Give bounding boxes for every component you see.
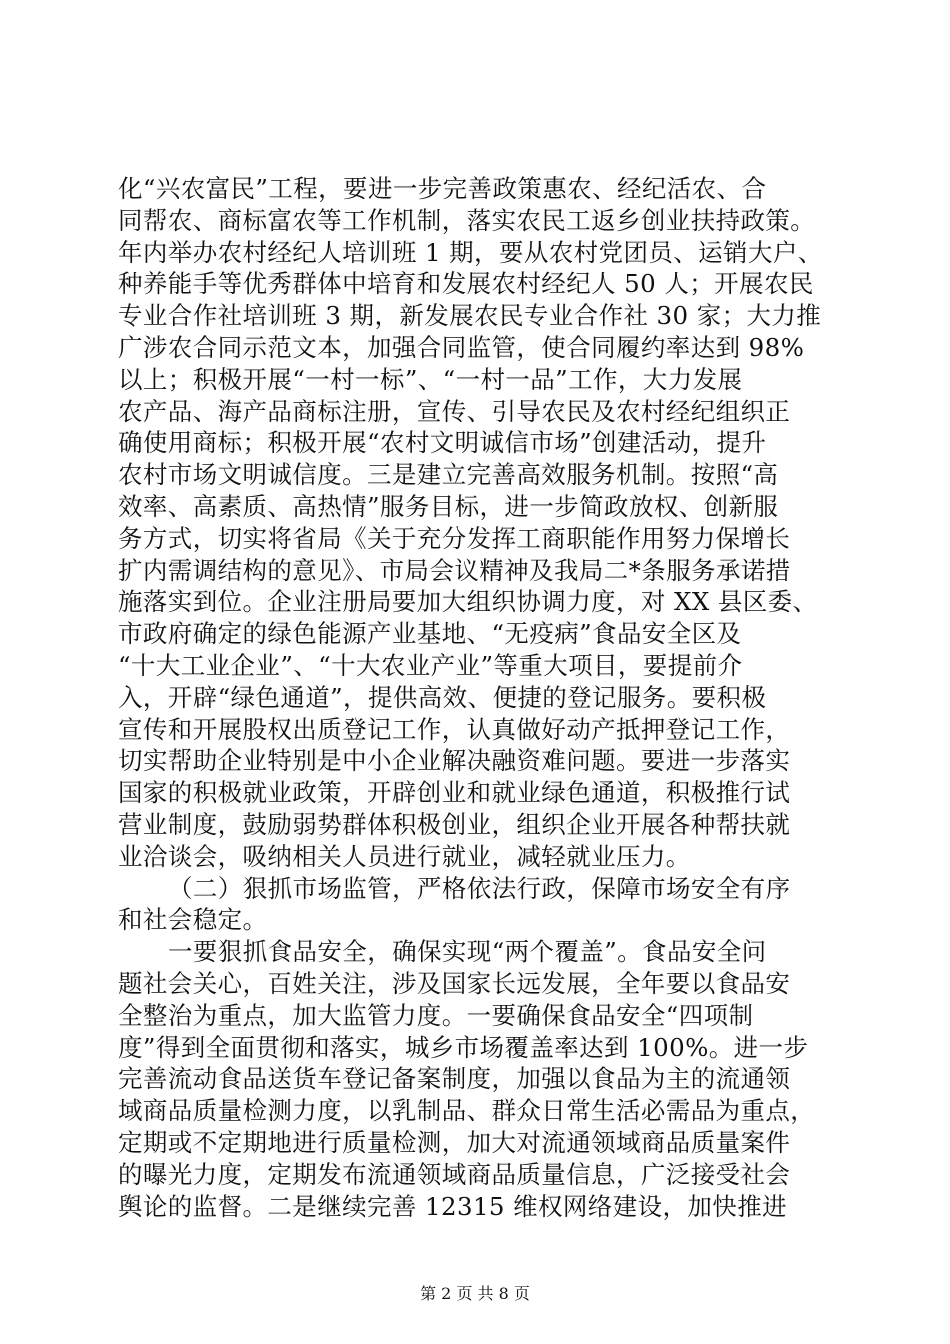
text-line: 舆论的监督。二是继续完善 12315 维权网络建设，加快推进 [118,1191,788,1221]
text-line: 完善流动食品送货车登记备案制度，加强以食品为主的流通领 [118,1064,791,1094]
text-line: 宣传和开展股权出质登记工作，认真做好动产抵押登记工作， [118,714,791,744]
text-line: 扩内需调结构的意见》、市局会议精神及我局二*条服务承诺措 [118,555,791,585]
text-line: 种养能手等优秀群体中培育和发展农村经纪人 50 人；开展农民 [118,269,814,299]
text-line: 的曝光力度，定期发布流通领域商品质量信息，广泛接受社会 [118,1159,791,1189]
text-line: 题社会关心，百姓关注，涉及国家长远发展，全年要以食品安 [118,968,791,998]
text-line: 定期或不定期地进行质量检测，加大对流通领域商品质量案件 [118,1127,791,1157]
text-line: 同帮农、商标富农等工作机制，落实农民工返乡创业扶持政策。 [118,205,816,235]
text-line: 切实帮助企业特别是中小企业解决融资难问题。要进一步落实 [118,746,791,776]
text-line: 市政府确定的绿色能源产业基地、“无疫病”食品安全区及 [118,619,742,649]
text-line: 年内举办农村经纪人培训班 1 期，要从农村党团员、运销大户、 [118,237,823,267]
text-line: 确使用商标；积极开展“农村文明诚信市场”创建活动，提升 [118,428,767,458]
text-line: 业洽谈会，吸纳相关人员进行就业，减轻就业压力。 [118,841,691,871]
text-line: “十大工业企业”、“十大农业产业”等重大项目，要提前介 [118,650,743,680]
document-body [118,173,838,1222]
text-line: 和社会稳定。 [118,905,268,935]
text-line: 一要狠抓食品安全，确保实现“两个覆盖”。食品安全问 [168,937,767,967]
text-line: 以上；积极开展“一村一标”、“一村一品”工作，大力发展 [118,364,743,394]
text-line: 化“兴农富民”工程，要进一步完善政策惠农、经纪活农、合 [118,174,767,203]
text-line: 营业制度，鼓励弱势群体积极创业，组织企业开展各种帮扶就 [118,809,791,839]
text-line: 全整治为重点，加大监管力度。一要确保食品安全“四项制 [118,1000,754,1030]
text-line: 广涉农合同示范文本，加强合同监管，使合同履约率达到 98% [118,332,805,362]
page-footer: 第 2 页 共 8 页 [420,1284,530,1303]
text-line: 度”得到全面贯彻和落实，城乡市场覆盖率达到 100%。进一步 [118,1032,809,1062]
text-line: 农产品、海产品商标注册，宣传、引导农民及农村经纪组织正 [118,396,791,426]
text-line: （二）狠抓市场监管，严格依法行政，保障市场安全有序 [168,873,791,903]
text-line: 域商品质量检测力度，以乳制品、群众日常生活必需品为重点， [118,1096,816,1126]
text-line: 入，开辟“绿色通道”，提供高效、便捷的登记服务。要积极 [118,682,767,712]
text-line: 效率、高素质、高热情”服务目标，进一步简政放权、创新服 [118,491,779,521]
text-line: 专业合作社培训班 3 期，新发展农民专业合作社 30 家；大力推 [118,301,822,331]
text-line: 施落实到位。企业注册局要加大组织协调力度，对 XX 县区委、 [118,587,818,617]
text-line: 农村市场文明诚信度。三是建立完善高效服务机制。按照“高 [118,460,779,490]
text-line: 国家的积极就业政策，开辟创业和就业绿色通道，积极推行试 [118,778,791,808]
text-line: 务方式，切实将省局《关于充分发挥工商职能作用努力保增长 [118,523,791,553]
